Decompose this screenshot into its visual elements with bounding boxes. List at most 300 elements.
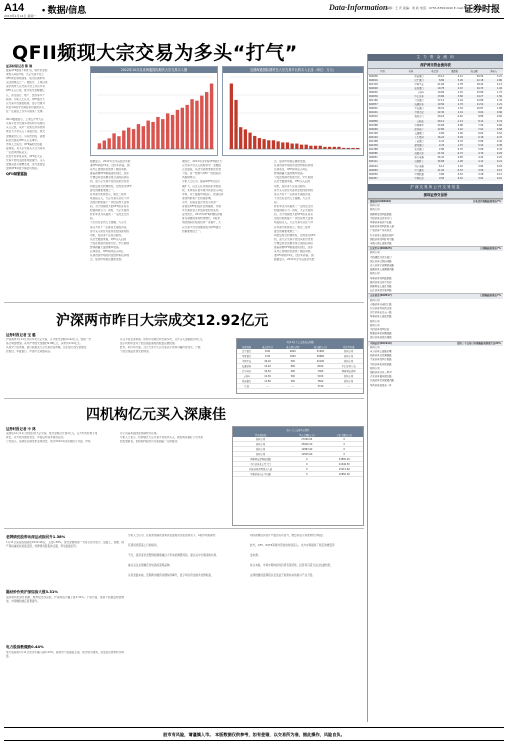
article1-line: 股也出现在QFII买入名单中。 <box>6 138 40 142</box>
article1-line: 随着新增QFII额度陆续到位，这部 <box>274 245 313 249</box>
table-cell: 2.86 <box>484 79 503 83</box>
table-cell: 0.25 <box>496 156 502 160</box>
main-headline: QFII频现大宗交易为多头“打气” <box>12 42 298 64</box>
table-cell: 华泰证券南京中山路 <box>233 472 288 477</box>
table-cell: 0 <box>326 452 363 457</box>
table-cell: 600030 <box>368 95 397 99</box>
chart-bar <box>166 113 169 149</box>
table-header: 净流入 <box>484 69 503 74</box>
article1-line: 念，促进市场稳定健康发展。 <box>90 258 124 262</box>
table-cell: 601939 <box>368 144 397 148</box>
article1-line: 数据显示，2012年全年证监会共批 <box>274 258 315 262</box>
table-cell: 2.67 <box>445 87 464 91</box>
table-cell: 0 <box>288 457 325 462</box>
table-cell: 7.02 <box>464 128 484 132</box>
article2-line: 个股出现溢价成交的情况。 <box>120 350 152 354</box>
divider <box>4 528 364 529</box>
table-cell: 24.68 <box>437 123 445 127</box>
seat-name: 东海证券常州延陵西路 <box>370 379 394 383</box>
table-cell: — <box>334 384 363 389</box>
divider <box>4 302 364 303</box>
table-row <box>233 472 363 477</box>
article2-line: 居首位，华夏银行、中国平安紧随其后。 <box>6 350 53 354</box>
article2-line: 易日明显增加。其中沪市成交金额约9.98亿元，深市约2.94亿元。 <box>6 342 83 346</box>
brief-text: 电力股板块1月11日逆势小幅下跌0.44%，板块内个股涨跌互现，成交较为清淡，资金流出迹象较为明显。 <box>6 651 124 659</box>
table-cell: 0.52 <box>457 172 463 176</box>
table-cell: 51600 <box>307 349 335 354</box>
table-cell: 601328 <box>369 131 378 135</box>
article2-headline: 沪深两市昨日大宗成交12.92亿元 <box>56 313 269 329</box>
table-cell: 601318 <box>369 82 378 86</box>
article2-line: 从成交个股来看，银行股最受大宗交易资金青睐，民生银行成交金额位 <box>6 346 87 350</box>
article1-text-1 <box>6 69 86 171</box>
table-cell: -0.53 <box>445 169 464 173</box>
seat-name: 海通证券上海建国西路 <box>370 268 394 272</box>
article1-line: 建仓的重要渠道之一。 <box>90 188 116 192</box>
article3-text <box>6 432 116 516</box>
table-cell: 中国联通 <box>414 172 424 176</box>
table-cell: 200 <box>279 369 307 374</box>
table-cell: 海通证券 <box>397 103 425 107</box>
chart-bar <box>314 146 317 149</box>
table-header: 收盘价 <box>425 69 445 74</box>
brief-text: 受政策利好消息刺激，题材股全线活跃，沪深综指大幅上涨3.31%。个股方面，涨停个股数量明显增加，市场赚钱效应显著提升。 <box>6 596 124 604</box>
chart-bar <box>151 122 154 149</box>
exchange-info-bar: 沪深交易所公开交易信息 <box>368 184 503 191</box>
article1-line: QFII买入记录，累计成交金额数亿 <box>6 89 45 93</box>
chart-bar <box>190 99 193 149</box>
table-cell: 8.12 <box>464 120 484 124</box>
section-en: Data·Information <box>329 3 388 12</box>
divider <box>4 398 364 399</box>
article1-line: 和批量成交的便利性，自然成为QFII <box>90 184 132 188</box>
table-cell: 39.50 <box>256 369 279 374</box>
article1-line: 从历史数据来看，QFII买入后的 <box>274 180 311 184</box>
table-cell: 600036 <box>369 74 378 78</box>
brief-right-para: 重点关注业绩确定性较高的蓝筹品种。 <box>128 564 173 568</box>
table-cell: 0 <box>288 462 325 467</box>
table-cell: — <box>279 384 307 389</box>
table-cell: -1.13 <box>445 120 464 124</box>
article3-headline: 四机构亿元买入深康佳 <box>86 407 226 423</box>
article1-line: 步放宽QFII的投资比例限制，为境 <box>182 205 221 209</box>
table-cell: 0.15 <box>484 169 503 173</box>
table-cell: 1.56 <box>484 95 503 99</box>
exchange-title: 深圳证券交易所 <box>368 191 503 199</box>
article1-line: 击股价的前提下一次性获得大量筹 <box>90 200 129 204</box>
article1-line: 动机，投资者不宜盲目跟风。 <box>90 233 124 237</box>
chart2-svg <box>223 73 363 155</box>
table-cell: 15215.84 <box>326 467 363 472</box>
article1-line: 准QFII资格72家，创历年新高，国 <box>90 164 130 168</box>
article1-line: 随着新增QFII额度陆续到位，这部 <box>90 172 129 176</box>
article1-line: 场的国际化程度将进一步提升，大 <box>182 221 221 225</box>
brief-right-para: 综合来看，市场中期向好的趋势有望延续，投资者可适当关注估值较低、 <box>250 564 333 568</box>
seat-name: 中信证券杭州凤起路 <box>370 362 392 366</box>
table-cell: 12.86 <box>476 99 484 103</box>
article1-line: 占比最高，其次为消费类和医药类 <box>182 168 221 172</box>
table-cell: 0.42 <box>445 177 464 181</box>
table-cell: 0 <box>288 472 325 477</box>
table-cell: 3.56 <box>464 169 484 173</box>
seat-stock: 中国远洋(601919) <box>370 341 392 345</box>
seat-name: 华泰证券上海武定路 <box>370 315 392 319</box>
brief-right-para: 金来源。 <box>250 554 261 558</box>
table-cell: 4.76 <box>425 144 445 148</box>
article1-line: 随着QFII额度不断扩容，境外资金加 <box>6 69 48 72</box>
article1-line: 速进入A股市场，大宗交易平台上 <box>6 73 45 77</box>
table-cell: 800 <box>279 364 307 369</box>
brief-right-para: 此外，QFII、RQFII等境外资金的持续流入，也为市场提供了稳定的增量资 <box>250 544 335 548</box>
article3-line: 深康佳A1月11日出现四笔大宗交易，成交金额合计逾1亿元，买方均为机构专用 <box>6 432 98 435</box>
chart-bar <box>98 143 101 149</box>
article1-line: 整体跑赢大盘的概率较高。 <box>274 172 306 176</box>
table-cell: 600050 <box>369 172 378 176</box>
table-cell: 300 <box>279 379 307 384</box>
seat-name: 国信证券北京三里河 <box>370 371 392 375</box>
table-cell: 5180 <box>307 374 335 379</box>
chart-bar <box>200 96 203 149</box>
chart-bar <box>161 119 164 149</box>
seat-reason: 连续三个交易日内涨幅偏离值累计达20% <box>457 341 501 345</box>
article2-byline: 证券时报记者 宝 璐 <box>6 333 36 337</box>
brief-right-para: 同时新增投资者开户数也有所回升，增量资金入场迹象较为明显。 <box>250 534 326 537</box>
table-cell: 0.10 <box>484 177 503 181</box>
table-cell: 兴业银行 <box>414 99 424 103</box>
brief-column-2 <box>128 534 246 720</box>
brief-right-para: 有望延续震荡上行的格局。 <box>128 544 160 548</box>
table-cell: 28680 <box>307 354 335 359</box>
article1-line: 家外汇管理局也加快了额度审批。 <box>274 250 313 254</box>
table-cell: 机构专用 <box>334 354 363 359</box>
seat-name: 申银万国上海新昌路 <box>370 241 392 245</box>
article1-line: 快，未来将有更多境外资金进入A股 <box>182 188 223 192</box>
table-cell: 中国平安 <box>237 359 256 364</box>
article1-line: 业内预计，2013年QFII新增投资额 <box>182 213 223 217</box>
table-cell: 中国神华 <box>414 123 424 127</box>
table-cell: 1.16 <box>457 164 463 168</box>
newspaper-logo: 证券时报 <box>463 5 500 15</box>
article1-line: 有券商分析师表示，相比二级市 <box>274 225 311 229</box>
table-cell: 2.33 <box>445 103 464 107</box>
article1-line: 交易平台共出现多笔机构专用席位 <box>6 122 45 126</box>
article2-table <box>237 339 363 389</box>
article1-line: 的重要途径之一。 <box>182 229 203 233</box>
article1-line: 蓝筹股，其大宗交易买入行为具有 <box>6 146 45 150</box>
table-cell: 1.54 <box>457 107 463 111</box>
table-cell: 0.58 <box>484 128 503 132</box>
table-cell: 000063 <box>368 169 397 173</box>
table-cell: 216.8 <box>437 115 445 119</box>
seat-name: 银河证券北京中关村 <box>370 280 392 284</box>
chart-bar <box>328 147 331 149</box>
seat-name: 机构专用 <box>370 366 380 370</box>
table-cell: 8.86 <box>425 79 445 83</box>
article1-col2 <box>90 160 178 298</box>
chart-haitong-records <box>222 66 364 156</box>
table-cell: 34.68 <box>425 160 445 164</box>
seat-name: 国泰君安上海江苏路 <box>370 285 392 288</box>
article1-line: 的，而大宗交易平台因其折价优势 <box>274 237 313 241</box>
table-cell: 3.84 <box>478 164 484 168</box>
table-cell: 13.12 <box>437 74 445 78</box>
table-cell: 5.42 <box>464 144 484 148</box>
article2-table-title: 1月11日大宗交易成交明细 <box>237 339 363 344</box>
article1-line: 金额超过亿元。另有医药股、消费 <box>6 134 45 138</box>
table-header: 成交量(万股) <box>279 344 307 349</box>
article1-line: 资金对A股中长期投资价值的认可， <box>6 105 47 109</box>
article1-line: 易买方并不一定都是长期投资者， <box>90 225 129 229</box>
seat-stock: 深康佳A(000016) <box>370 199 392 203</box>
table-cell: 600048 <box>368 128 397 132</box>
brief-title: 题材炒作致沪深综指大涨3.31% <box>6 590 58 594</box>
table-cell: 中信证券 <box>397 95 425 99</box>
table-cell: 3000 <box>279 354 307 359</box>
table-cell: 万科A <box>237 374 256 379</box>
table-cell: 贵州茅台 <box>414 115 424 119</box>
table-cell: 5.86 <box>478 140 484 143</box>
table-cell: 0.12 <box>496 172 502 176</box>
chart-bar <box>103 140 106 149</box>
table-cell: 2.86 <box>438 148 445 152</box>
article3-table <box>233 427 363 477</box>
table-cell: 机构专用 <box>233 437 288 442</box>
table-cell: 其他 <box>237 384 256 389</box>
brief-column <box>6 534 124 720</box>
editor-info: 编辑：王 宾 美编：刘 政 电话：0755-83501640 E-mail:sjb@zqsb.com <box>386 6 486 10</box>
chart-bar <box>323 147 326 149</box>
chart-bar <box>248 133 251 149</box>
table-cell: 500 <box>279 359 307 364</box>
table-cell: 0.94 <box>445 136 464 140</box>
chart-bar <box>295 144 298 149</box>
table-cell: 600111 <box>368 160 397 164</box>
table-cell: -0.74 <box>445 152 464 156</box>
table-cell: 601601 <box>368 111 397 115</box>
right-data-panel <box>367 54 503 722</box>
table-cell: 26.42 <box>437 156 445 160</box>
table-cell: 27000.04 <box>288 437 325 442</box>
table-cell: 招商银行 <box>237 379 256 384</box>
seat-name: 机构专用 <box>370 345 380 349</box>
table-cell: 11.52 <box>464 103 484 107</box>
table-cell: 4.86 <box>438 131 445 135</box>
article1-line: 有望改善市场的资金结构和投资理 <box>274 164 313 168</box>
article1-line: 较强的吸引力。同时，大宗交易的 <box>274 209 313 213</box>
chart1-title: 2012年10月以来海通国际期货大宗交易买入额 <box>91 67 217 73</box>
table-cell: 25640.20 <box>288 442 325 447</box>
table-cell: 0.18 <box>496 164 502 168</box>
chart-bar <box>333 147 336 149</box>
table-cell: 招商证券深圳深南大道 <box>233 467 288 472</box>
article1-line: 有望改善市场的资金结构和投资理 <box>90 254 129 258</box>
table-cell: 16.24 <box>425 136 445 140</box>
table-cell: 17.12 <box>437 99 445 103</box>
section-name: • 数据/信息 <box>42 5 87 15</box>
chart-bar <box>142 126 145 149</box>
table-cell: 8160 <box>307 364 335 369</box>
article1-line: 总体而言，QFII持续流入A股， <box>90 250 126 254</box>
header-rule <box>4 18 504 19</box>
chart-bar <box>185 105 188 149</box>
brief-right-para: 分析人士认为，在政策预期改善和资金面相对宽松的背景下，A股市场短期内 <box>128 534 216 537</box>
table-cell: 中信证券上海 <box>334 364 363 369</box>
table-cell: 4.42 <box>478 156 484 160</box>
table-cell: 21640.50 <box>326 462 363 467</box>
table-cell: 8.60 <box>256 349 279 354</box>
table-cell: 4.32 <box>438 140 445 143</box>
table-cell: 万科A <box>417 90 424 94</box>
table-cell: 21.56 <box>425 152 445 156</box>
article2-text-2 <box>120 338 230 390</box>
table-cell: 招商银行 <box>414 74 424 78</box>
seat-reason: 日收盘价涨幅偏离值达7% <box>473 199 501 203</box>
table-cell: 000001 <box>369 107 378 111</box>
chart-bar <box>146 121 149 149</box>
table-cell: 保利地产 <box>397 128 425 132</box>
table-cell: 12.80 <box>256 379 279 384</box>
table-cell: 12.86 <box>425 128 445 132</box>
table-cell: 江中药业 <box>237 369 256 374</box>
brief-right-para: 不过，投资者仍需警惕短期涨幅过大带来的调整风险，建议以中长期视角布局， <box>128 554 219 558</box>
chart-bar <box>276 141 279 149</box>
article1-line: 和批量成交的便利性，自然成为QFII <box>274 233 316 237</box>
article1-line: 易买方并不一定都是长期投资者， <box>274 192 313 196</box>
seat-name: 机构专用 <box>370 323 380 327</box>
table-header: 成交价(元) <box>256 344 279 349</box>
table-cell: 0.52 <box>496 131 502 135</box>
chart-bar <box>230 84 233 149</box>
table-header: 成交额(万元) <box>307 344 335 349</box>
chart-bar <box>319 146 322 149</box>
article1-line: 部分买入席位可能存在短线套利的 <box>274 188 313 192</box>
table-cell: 海通证券 <box>237 364 256 369</box>
table-cell: 10.66 <box>437 90 445 94</box>
seat-name: 华泰证券深圳益田路 <box>370 276 392 280</box>
article1-line: 折价率也为其提供了一定的安全边 <box>90 213 129 217</box>
seat-name: 光大证券宁波解放南路 <box>370 263 394 267</box>
table-cell: 30.12 <box>425 120 445 124</box>
brief-column-3 <box>250 534 364 720</box>
table-cell: 1.42 <box>445 128 464 132</box>
chart-bar <box>122 131 125 149</box>
table-row <box>237 384 363 389</box>
article1-line: 宗交易平台也将继续成为QFII建仓 <box>182 225 221 229</box>
table-cell: 国泰君安深圳益田路 <box>233 457 288 462</box>
chart-bar <box>156 117 159 149</box>
article1-line: 际。 <box>274 200 280 204</box>
article1-line: 击股价的前提下一次性获得大量筹 <box>274 217 313 221</box>
article1-line: 场直接买入，大宗交易可以在不冲 <box>90 196 129 200</box>
article1-col4 <box>274 160 364 298</box>
chart-bar <box>272 140 275 149</box>
article1-line: 建仓的重要渠道之一。 <box>274 229 300 233</box>
table-cell: 平安银行 <box>414 107 424 111</box>
table-cell: 23800.20 <box>326 457 363 462</box>
article3-byline: 证券时报记者 中 鸿 <box>6 427 36 431</box>
table-cell: 交通银行 <box>414 131 424 135</box>
table-cell: 0.74 <box>484 120 503 124</box>
table-cell: 0.42 <box>496 140 502 143</box>
table-cell: 4.76 <box>464 152 484 156</box>
article1-line: 部分买入席位可能存在短线套利的 <box>90 229 129 233</box>
table-cell: 0 <box>288 467 325 472</box>
article1-line: 金额呈逐月递增态势，这与监管层 <box>6 163 45 167</box>
table-cell: 3.28 <box>478 172 484 176</box>
seat-name: 东方证券上海浦东新区 <box>370 233 394 237</box>
article1-line: 分增量资金需要寻找合适的投资标 <box>90 176 129 180</box>
table-cell: 中国石油 <box>397 177 425 181</box>
article1-line: 者结构都将产生积极影响。 <box>182 196 214 200</box>
table-cell: 40.20 <box>256 359 279 364</box>
article1-line: 买入记录，其中一家知名外资机构 <box>6 126 45 130</box>
seat-name: 机构专用 <box>370 272 380 276</box>
article1-line: 外长期资金入市创造更好的条件。 <box>182 209 221 213</box>
table-cell: 民生银行 <box>397 79 425 83</box>
seat-name: 国信证券深圳红岭中路 <box>370 237 394 241</box>
seat-name: 招商证券北京建国路 <box>370 354 392 358</box>
chart-bar <box>253 136 256 149</box>
table-cell: -0.62 <box>456 115 463 119</box>
table-cell: 3.82 <box>445 95 464 99</box>
table-cell: 海螺水泥 <box>397 152 425 156</box>
table-cell: 机构专用 <box>334 379 363 384</box>
seat-reason: 日跌幅偏离值达7% <box>480 294 501 298</box>
table-header: 证券简称 <box>237 344 256 349</box>
article3-line: 分析人士表示，机构通过大宗交易平台集中买入，或表明其看好公司未来 <box>120 436 203 440</box>
table-cell: 600016 <box>368 79 397 83</box>
table-cell: 3.21 <box>496 74 502 78</box>
seat-name: 机构专用 <box>370 298 380 302</box>
article1-line: 不过也有业内人士提醒，大宗交 <box>274 196 311 200</box>
article1-line: 元，涉及银行、地产、医药等多个 <box>6 93 45 97</box>
table-cell: 2.19 <box>445 111 464 115</box>
table-cell: 农业银行 <box>414 148 424 152</box>
table-cell: 000858 <box>368 120 397 124</box>
article1-line: 风格相吻合。 <box>182 176 198 180</box>
table-cell: 2.78 <box>457 82 463 86</box>
seat-list <box>368 199 503 388</box>
table-cell: 机构专用 <box>334 374 363 379</box>
article1-line: Wind数据显示，上周五沪市大宗 <box>6 118 44 122</box>
table-cell: 0.70 <box>457 148 463 152</box>
seat-reason: 日涨幅偏离值达7% <box>480 247 501 251</box>
article2-line: 沪深两市1月11日共有多笔大宗交易，合计成交金额12.92亿元，较前一交 <box>6 338 92 341</box>
seat-name: 机构专用 <box>370 204 380 208</box>
table-cell: 3.26 <box>445 79 464 83</box>
table-cell: 1.34 <box>496 99 502 103</box>
article1-line: 关注的焦点之一。据统计，上周以来 <box>6 81 48 85</box>
chart-bar <box>267 140 270 149</box>
article2-line: 此外，折价率方面，当日大部分大宗交易以平价或小幅折价成交，少数 <box>120 346 201 350</box>
table-cell: 中信证券北京复兴门 <box>233 462 288 467</box>
chart-bar <box>112 133 115 149</box>
seat-stock: 山东黄金(600547) <box>370 294 392 298</box>
table-cell: 8.86 <box>478 115 484 119</box>
article1-line: 在一定程度上为多头提供了支撑。 <box>6 109 45 113</box>
table-row <box>368 177 503 181</box>
page-header <box>4 2 504 18</box>
brief-title: 老牌绩优股带动深证成指回升1.38% <box>6 535 66 539</box>
table-cell: 4.12 <box>464 160 484 164</box>
article1-line: 场直接买入，大宗交易可以在不冲 <box>274 221 313 225</box>
table-cell: 500 <box>279 374 307 379</box>
table-cell: 苏宁电器 <box>414 164 424 168</box>
article3-text-2 <box>120 432 228 516</box>
chart-bar <box>305 145 308 149</box>
table-cell: 600585 <box>368 152 397 156</box>
table-cell: 601857 <box>368 177 397 181</box>
